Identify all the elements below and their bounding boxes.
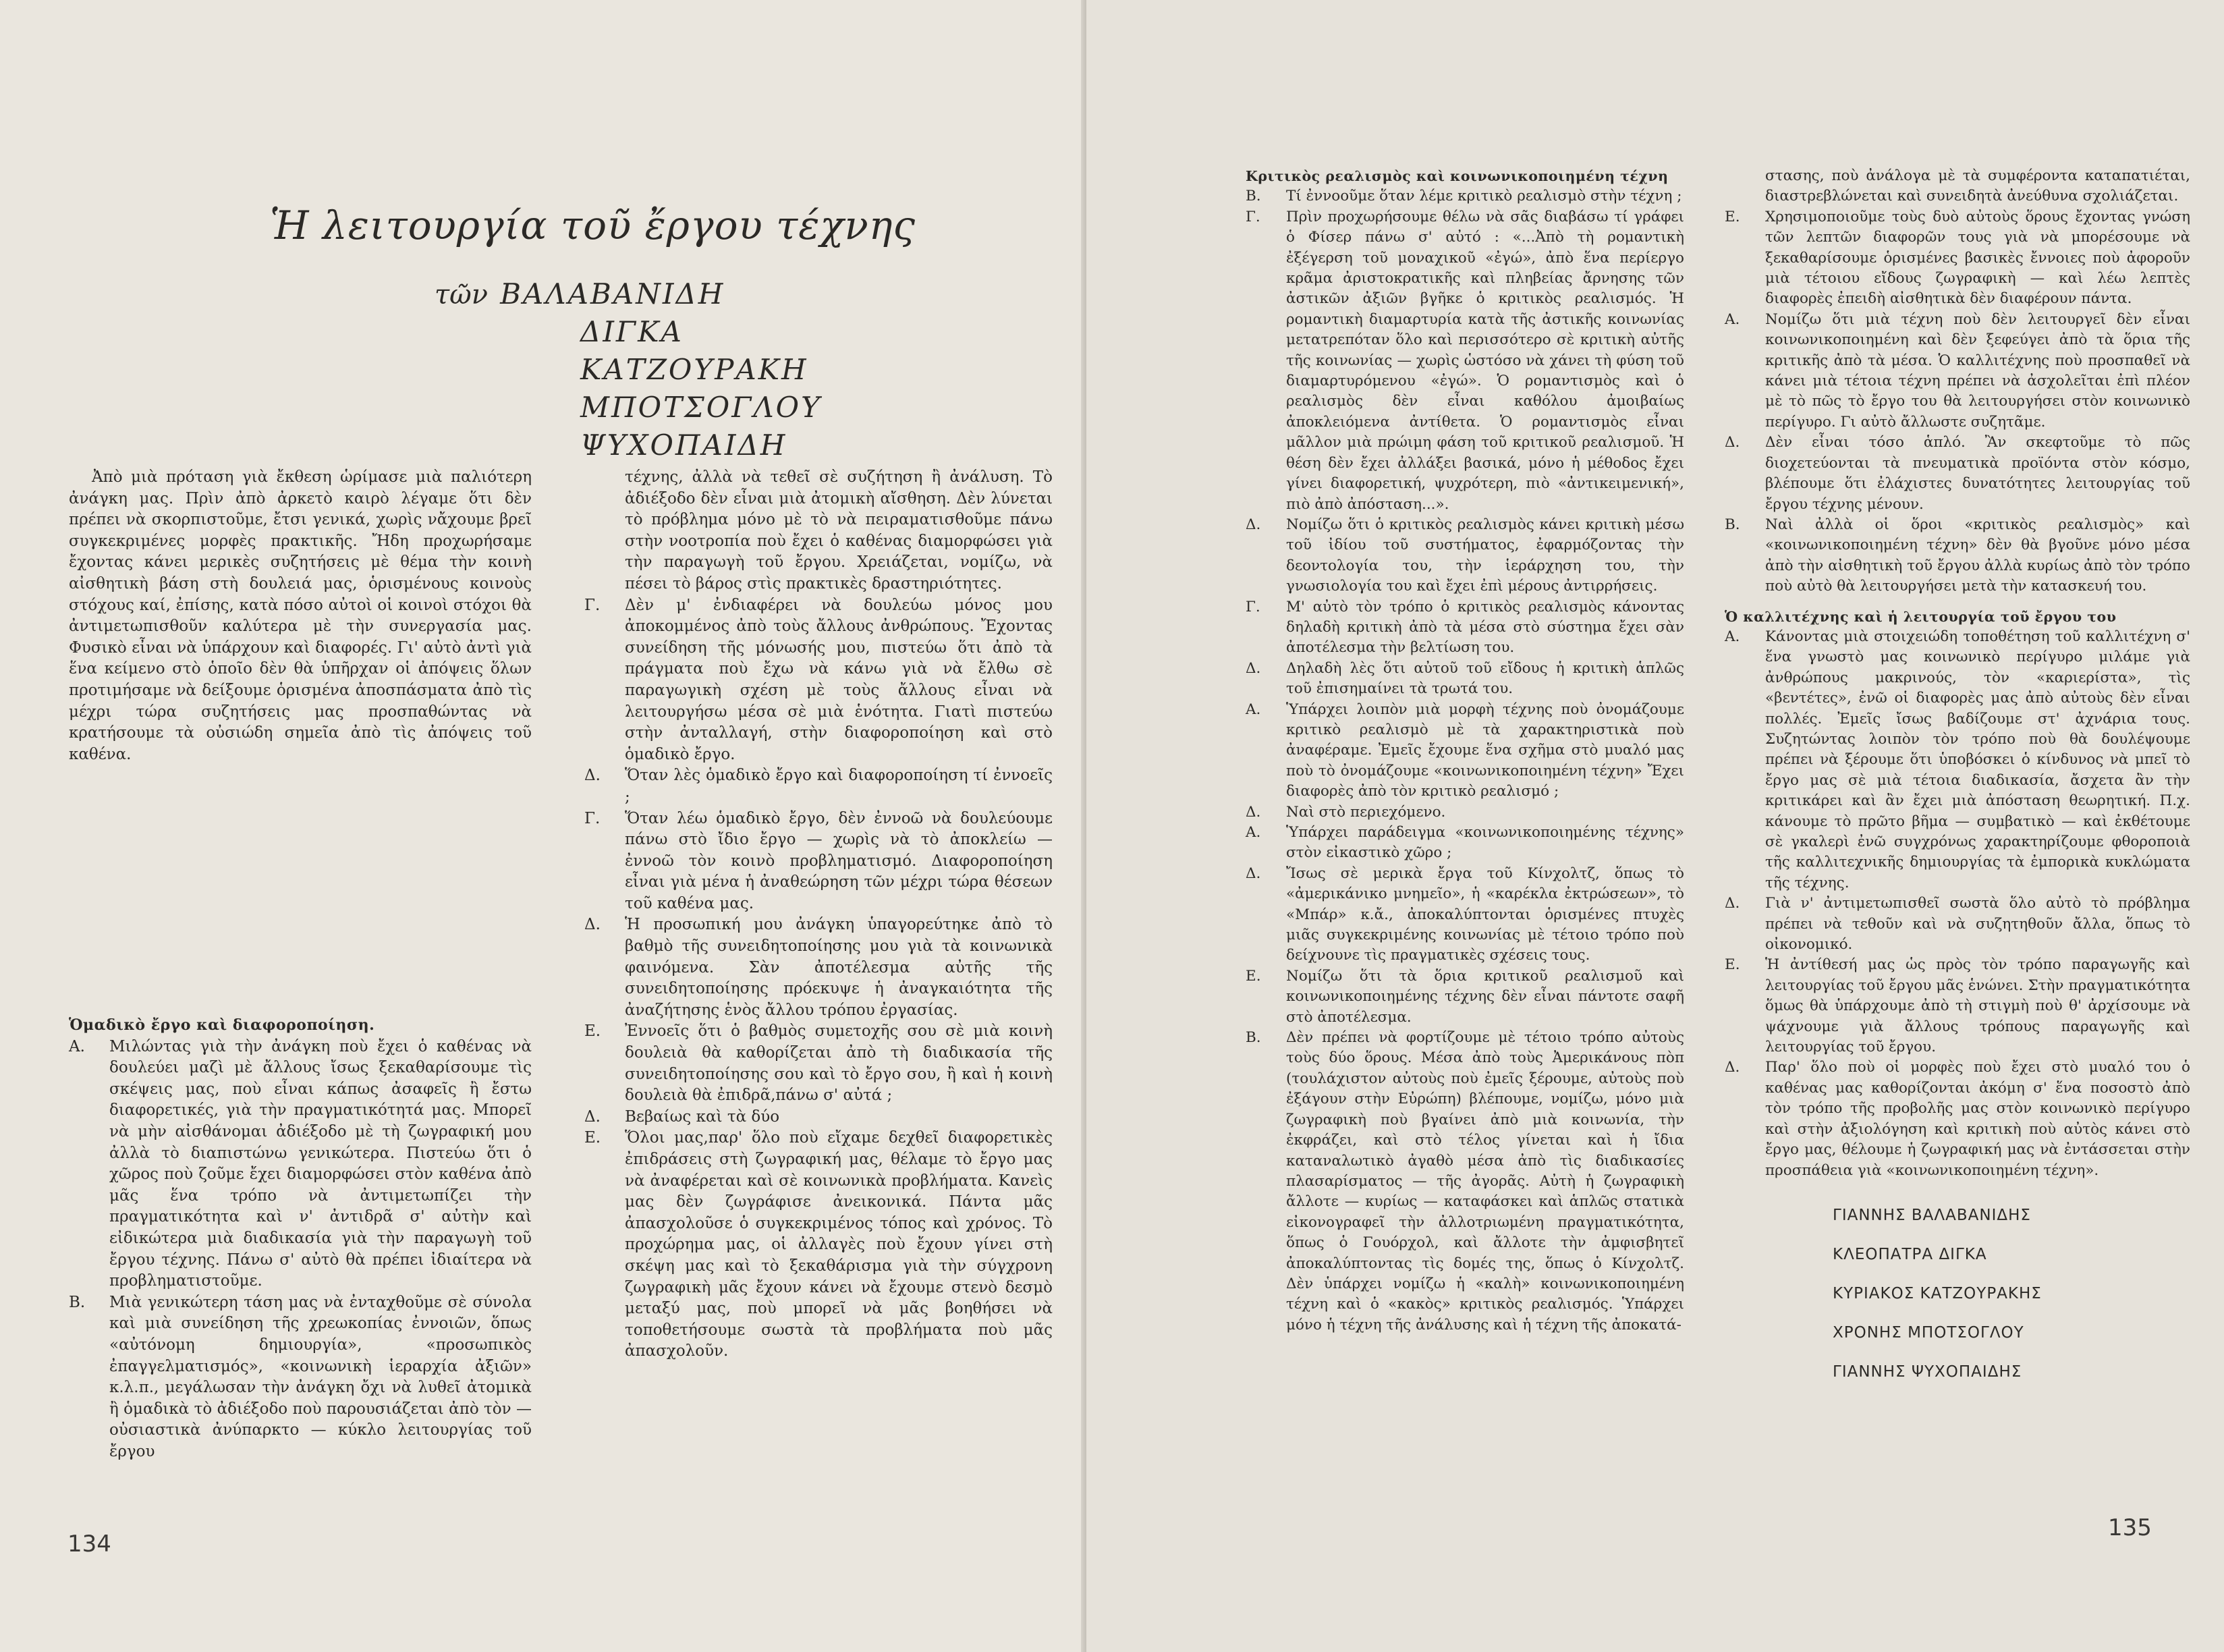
speaker-label: Δ. bbox=[584, 1107, 601, 1126]
speaker-label: Γ. bbox=[1246, 598, 1260, 615]
speaker-label: Α. bbox=[1246, 700, 1261, 718]
dialogue-text: Κάνοντας μιὰ στοιχειώδη τοποθέτηση τοῦ καλλιτέχνη σ' ἕνα γνωστὸ μας κοινωνικὸ περίγυρο μιλάμε γιὰ ἀνθρώπους μακρινούς, τὸν «καριερίστα», τὶς «βεντέτες», ἐνῶ οἱ διαφορὲς μας ἀπὸ αὐτοὺς δὲν εἶναι πολλές. Ἐμεῖς ἴσως βαδίζουμε στ' ἀχνάρια τους. Συζητώντας λοιπὸν τὸν τρόπο ποὺ θὰ δουλέψουμε πρέπει νὰ ξέρουμε ὅτι ὑποβόσκει ὁ κίνδυνος νὰ μπεῖ τὸ ἔργο μας σὲ μιὰ τέτοια διαδικασία, ἄσχετα ἂν τὴν κριτικάρει καὶ ἂν ἔχει μιὰ ἀπόσταση θεωρητική. Π.χ. κάνουμε τὸ πρῶτο βῆμα — συμβατικὸ — καὶ ἐκθέτουμε σὲ γκαλερὶ ἐνῶ συγχρόνως χαρακτηρίζουμε φθοροποιὰ τῆς καλλιτεχνικῆς δημιουργίας τὰ ἐμπορικὰ κυκλώματα τῆς τέχνης. bbox=[1765, 628, 2190, 891]
section-heading: Ὁμαδικὸ ἔργο καὶ διαφοροποίηση. bbox=[69, 1016, 375, 1034]
speaker-label: Γ. bbox=[1246, 208, 1260, 225]
dialogue-text: Μιὰ γενικώτερη τάση μας νὰ ἐνταχθοῦμε σὲ σύνολα καὶ μιὰ συνείδηση τῆς χρεωκοπίας ἐννοιῶν, ὅπως «αὐτόνομη δημιουργία», «προσωπικὸς ἐπαγγελματισμός», «κοινωνικὴ ἱεραρχία ἀξιῶν» κ.λ.π., μεγάλωσαν τὴν ἀνάγκη ὄχι νὰ λυθεῖ ἀτομικὰ ἢ ὁμαδικὰ τὸ ἀδιέξοδο ποὺ παρουσιάζεται ἀπὸ τὸν — οὐσιαστικὰ ἀνύπαρκτο — κύκλο λειτουργίας τοῦ ἔργου bbox=[109, 1293, 532, 1460]
author-name: ΨΥΧΟΠΑΙΔΗ bbox=[580, 429, 787, 462]
dialogue-entry bbox=[69, 1292, 532, 1463]
signature-name: ΧΡΟΝΗΣ ΜΠΟΤΣΟΓΛΟΥ bbox=[1833, 1323, 2024, 1342]
continued-paragraph: τέχνης, ἀλλὰ νὰ τεθεῖ σὲ συζήτηση ἢ ἀνάλυση. Τὸ ἀδιέξοδο δὲν εἶναι μιὰ ἀτομικὴ αἴσθηση. Δὲν λύνεται τὸ πρόβλημα μόνο μὲ τὸ νὰ πειραματισθοῦμε πάνω στὴν νοοτροπία ποὺ ἔχει ὁ καθένας διαμορφώσει γιὰ τὴν παραγωγὴ τοῦ ἔργου. Χρειάζεται, νομίζω, νὰ πέσει τὸ βάρος στὶς πρακτικὲς δραστηριότητες. bbox=[625, 468, 1053, 593]
dialogue-entry bbox=[584, 1021, 1053, 1106]
speaker-label: Ε. bbox=[584, 1022, 601, 1041]
dialogue-text: Μ' αὐτὸ τὸν τρόπο ὁ κριτικὸς ρεαλισμὸς κάνοντας δηλαδὴ κριτικὴ ἀπὸ τὰ μέσα στὸ σύστημα ἔχει σὰν ἀποτέλεσμα τὴν βελτίωση του. bbox=[1286, 598, 1684, 657]
column-1 bbox=[69, 1015, 532, 1462]
dialogue-text: Ἐννοεῖς ὅτι ὁ βαθμὸς συμετοχῆς σου σὲ μιὰ κοινὴ δουλειὰ θὰ καθορίζεται ἀπὸ τὴ διαδικασία τῆς συνειδητοποίησης σου καὶ τὸ ἔργο σου, ἢ καὶ ἡ κοινὴ δουλειὰ θὰ ἐπιδρᾶ,πάνω σ' αὐτά ; bbox=[625, 1022, 1053, 1105]
speaker-label: Α. bbox=[1725, 310, 1740, 328]
dialogue-entry bbox=[584, 595, 1053, 766]
dialogue-list bbox=[1246, 186, 1684, 1336]
author-name: ΒΑΛΑΒΑΝΙΔΗ bbox=[500, 277, 725, 310]
dialogue-text: Τί ἐννοοῦμε ὅταν λέμε κριτικὸ ρεαλισμὸ στὴν τέχνη ; bbox=[1286, 188, 1682, 205]
dialogue-entry bbox=[1246, 207, 1684, 515]
intro-paragraph-column bbox=[69, 467, 532, 765]
dialogue-text: Δὲν εἶναι τόσο ἁπλό. Ἂν σκεφτοῦμε τὸ πῶς διοχετεύονται τὰ πνευματικὰ προϊόντα στὸν κόσμο, βλέπουμε ὅτι ἐλάχιστες δυνατότητες λειτουργίας τοῦ ἔργου τέχνης μένουν. bbox=[1765, 434, 2190, 513]
speaker-label: Β. bbox=[69, 1293, 86, 1311]
dialogue-entry bbox=[1246, 823, 1684, 864]
dialogue-entry bbox=[1246, 802, 1684, 823]
authors-prefix: τῶν bbox=[435, 279, 489, 310]
section-heading: Κριτικὸς ρεαλισμὸς καὶ κοινωνικοποιημένη τέχνη bbox=[1246, 168, 1669, 184]
dialogue-entry bbox=[1725, 515, 2190, 597]
column-2 bbox=[584, 467, 1053, 1362]
speaker-label: Β. bbox=[1246, 188, 1261, 205]
dialogue-text: Ναὶ στὸ περιεχόμενο. bbox=[1286, 803, 1446, 821]
dialogue-text: Δὲν πρέπει νὰ φορτίζουμε μὲ τέτοιο τρόπο αὐτοὺς τοὺς δύο ὅρους. Μέσα ἀπὸ τοὺς Ἀμερικάνους πὸπ (τουλάχιστον αὐτοὺς ποὺ ἐμεῖς ξέρουμε, αὐτοὺς ποὺ ἐξάγουν στὴν Εὐρώπη) βλέπουμε, νομίζω, μόνο μιὰ ζωγραφικὴ ποὺ βγαίνει ἀπὸ μιὰ κοινωνία, τὴν ἐκφράζει, καὶ στὸ τέλος γίνεται καὶ ἡ ἴδια καταναλωτικὸ ἀγαθὸ μέσα ἀπὸ τὶς διαδικασίες πλασαρίσματος — τῆς ἀγορᾶς. Αὐτὴ ἡ ζωγραφικὴ ἄλλοτε — κυρίως — καταφάσκει καὶ ἁπλῶς στατικὰ εἰκονογραφεῖ τὴν ἀλλοτριωμένη πραγματικότητα, ὅπως ὁ Γουόρχολ, καὶ ἄλλοτε τὴν ἀμφισβητεῖ ἀποκαλύπτοντας τὶς δομές της, ὅπως ὁ Κίνχολτζ. Δὲν ὑπάρχει νομίζω ἡ «καλὴ» κοινωνικοποιημένη τέχνη καὶ ὁ «κακὸς» κριτικὸς ρεαλισμός. Ὑπάρχει μόνο ἡ τέχνη τῆς ἀνάλυσης καὶ ἡ τέχνη τῆς ἀποκατά- bbox=[1286, 1029, 1684, 1333]
dialogue-list bbox=[1725, 207, 2190, 597]
dialogue-entry bbox=[69, 1037, 532, 1292]
speaker-label: Δ. bbox=[1725, 895, 1740, 912]
dialogue-entry bbox=[1725, 310, 2190, 433]
dialogue-list bbox=[1725, 627, 2190, 1181]
speaker-label: Α. bbox=[1246, 824, 1261, 841]
dialogue-text: Νομίζω ὅτι τὰ ὅρια κριτικοῦ ρεαλισμοῦ καὶ κοινωνικοποιημένης τέχνης δὲν εἶναι πάντοτε σαφῆ στὸ ἀποτέλεσμα. bbox=[1286, 967, 1684, 1026]
dialogue-text: Ὅταν λέω ὁμαδικὸ ἔργο, δὲν ἐννοῶ νὰ δουλεύουμε πάνω στὸ ἴδιο ἔργο — χωρὶς νὰ τὸ ἀποκλείω — ἐννοῶ τὸν κοινὸ προβληματισμό. Διαφοροποίηση εἶναι γιὰ μένα ἡ ἀναθεώρηση τῶν μέχρι τώρα θέσεων τοῦ καθένα μας. bbox=[625, 809, 1053, 912]
dialogue-entry bbox=[1246, 864, 1684, 966]
left-page bbox=[0, 0, 1086, 1652]
dialogue-text: Πρὶν προχωρήσουμε θέλω νὰ σᾶς διαβάσω τί γράφει ὁ Φίσερ πάνω σ' αὐτό : «...Ἀπὸ τὴ ρομαντικὴ ἐξέγερση τοῦ μοναχικοῦ «ἐγώ», ἀπὸ ἕνα περίεργο κρᾶμα ἀριστοκρατικῆς καὶ πληβείας ἄρνησης τῶν ἀστικῶν ἀξιῶν βγῆκε ὁ κριτικὸς ρεαλισμός. Ἡ ρομαντικὴ διαμαρτυρία κατὰ τῆς ἀστικῆς κοινωνίας μετατρεπόταν ὅλο καὶ περισσότερο σὲ κριτικὴ αὐτῆς τῆς κοινωνίας — χωρὶς ὡστόσο νὰ χάνει τὴ φύση τοῦ διαμαρτυρόμενου «ἐγώ». Ὁ ρομαντισμὸς καὶ ὁ ρεαλισμὸς δὲν εἶναι καθόλου ἀμοιβαίως ἀποκλειόμενα ἀντίθετα. Ὁ ρομαντισμὸς εἶναι μᾶλλον μιὰ πρώιμη φάση τοῦ κριτικοῦ ρεαλισμοῦ. Ἡ θέση δὲν ἔχει ἀλλάξει βασικά, μόνο ἡ μέθοδος ἔχει γίνει διαφορετική, ψυχρότερη, πιὸ «ἀντικειμενική», πιὸ ἀπὸ ἀπόσταση...». bbox=[1286, 208, 1684, 513]
dialogue-text: Δηλαδὴ λὲς ὅτι αὐτοῦ τοῦ εἴδους ἡ κριτικὴ ἁπλῶς τοῦ ἐπισημαίνει τὰ τρωτά του. bbox=[1286, 659, 1684, 698]
dialogue-list bbox=[584, 595, 1053, 1362]
dialogue-entry bbox=[1246, 700, 1684, 802]
dialogue-entry bbox=[1246, 597, 1684, 659]
dialogue-text: Χρησιμοποιοῦμε τοὺς δυὸ αὐτοὺς ὅρους ἔχοντας γνώση τῶν λεπτῶν διαφορῶν τους γιὰ νὰ μπορέσουμε νὰ ξεκαθαρίσουμε ὁρισμένες βασικὲς ἔννοιες ποὺ ἀφοροῦν μιὰ τέτοιου εἴδους ζωγραφικὴ — καὶ λέω λεπτὲς διαφορὲς ἐπειδὴ αἰσθητικὰ δὲν διαφέρουν πάντα. bbox=[1765, 208, 2190, 308]
speaker-label: Δ. bbox=[1246, 803, 1261, 821]
dialogue-text: Μιλώντας γιὰ τὴν ἀνάγκη ποὺ ἔχει ὁ καθένας νὰ δουλεύει μαζὶ μὲ ἄλλους ἴσως ξεκαθαρίσουμε τὶς σκέψεις μας, ποὺ εἶναι κάπως ἀσαφεῖς ἢ ἔστω διαφορετικές, γιὰ τὴν πραγματικότητά μας. Μπορεῖ νὰ μὴν αἰσθάνομαι ἀδιέξοδο μὲ τὴ ζωγραφική μου ἀλλὰ τὸ διαπιστώνω γενικώτερα. Πιστεύω ὅτι ὁ χῶρος ποὺ ζοῦμε ἔχει διαμορφώσει στὸν καθένα ἀπὸ μᾶς ἕνα τρόπο νὰ ἀντιμετωπίζει τὴν πραγματικότητα καὶ ν' ἀντιδρᾶ σ' αὐτὴν καὶ εἰδικώτερα μιὰ διαδικασία γιὰ τὴν παραγωγὴ τοῦ ἔργου τέχνης. Πάνω σ' αὐτὸ θὰ πρέπει ἰδιαίτερα νὰ προβληματιστοῦμε. bbox=[109, 1037, 532, 1290]
dialogue-text: Γιὰ ν' ἀντιμετωπισθεῖ σωστὰ ὅλο αὐτὸ τὸ πρόβλημα πρέπει νὰ τεθοῦν καὶ νὰ συζητηθοῦν ἄλλα, ὅπως τὸ οἰκονομικό. bbox=[1765, 895, 2190, 954]
author-name: ΚΑΤΖΟΥΡΑΚΗ bbox=[580, 353, 808, 386]
dialogue-text: Ὑπάρχει λοιπὸν μιὰ μορφὴ τέχνης ποὺ ὀνομάζουμε κριτικὸ ρεαλισμὸ μὲ τὰ χαρακτηριστικὰ ποὺ ἀναφέραμε. Ἐμεῖς ἔχουμε ἕνα σχῆμα στὸ μυαλό μας ποὺ τὸ ὀνομάζουμε «κοινωνικοποιημένη τέχνη» Ἔχει διαφορὲς ἀπὸ τὸν κριτικὸ ρεαλισμό ; bbox=[1286, 700, 1684, 800]
dialogue-entry bbox=[584, 765, 1053, 808]
dialogue-text: Ὅταν λὲς ὁμαδικὸ ἔργο καὶ διαφοροποίηση τί ἐννοεῖς ; bbox=[625, 767, 1053, 806]
dialogue-entry bbox=[1246, 966, 1684, 1028]
speaker-label: Ε. bbox=[1725, 208, 1740, 225]
dialogue-entry bbox=[1725, 207, 2190, 310]
dialogue-text: Ἴσως σὲ μερικὰ ἔργα τοῦ Κίνχολτζ, ὅπως τὸ «ἀμερικάνικο μνημεῖο», ἡ «καρέκλα ἐκτρώσεων», τὸ «Μπάρ» κ.ἄ., ἀποκαλύπτονται ὁρισμένες πτυχὲς μιᾶς συγκεκριμένης κοινωνίας μὲ τέτοιο τρόπο ποὺ δείχνουνε τὶς πραγματικὲς σχέσεις τους. bbox=[1286, 864, 1684, 964]
speaker-label: Γ. bbox=[584, 809, 601, 827]
speaker-label: Δ. bbox=[1725, 1059, 1740, 1076]
dialogue-entry bbox=[584, 914, 1053, 1021]
dialogue-entry bbox=[1725, 433, 2190, 515]
column-3 bbox=[1246, 166, 1684, 1336]
dialogue-text: Ὑπάρχει παράδειγμα «κοινωνικοποιημένης τέχνης» στὸν εἰκαστικὸ χῶρο ; bbox=[1286, 824, 1684, 862]
speaker-label: Β. bbox=[1246, 1029, 1261, 1047]
dialogue-text: Δὲν μ' ἐνδιαφέρει νὰ δουλεύω μόνος μου ἀποκομμένος ἀπὸ τοὺς ἄλλους ἀνθρώπους. Ἔχοντας συνείδηση τῆς μόνωσής μου, πιστεύω ὅτι ἀπὸ τὰ πράγματα ποὺ ἔχω νὰ κάνω γιὰ νὰ ἔλθω σὲ παραγωγικὴ σχέση μὲ τοὺς ἄλλους εἶναι νὰ λειτουργήσω μέσα σὲ μιὰ ἑνότητα. Γιατὶ πιστεύω στὴν ἀνταλλαγή, στὴν διαφοροποίηση καὶ στὸ ὁμαδικὸ ἔργο. bbox=[625, 596, 1053, 763]
signature-name: ΓΙΑΝΝΗΣ ΨΥΧΟΠΑΙΔΗΣ bbox=[1833, 1362, 2022, 1381]
dialogue-entry bbox=[1246, 659, 1684, 700]
author-name: ΔΙΓΚΑ bbox=[580, 315, 684, 348]
speaker-label: Α. bbox=[1725, 628, 1740, 645]
dialogue-text: Παρ' ὅλο ποὺ οἱ μορφὲς ποὺ ἔχει στὸ μυαλό του ὁ καθένας μας καθορίζονται ἀκόμη σ' ἕνα ποσοστὸ ἀπὸ τὸν τρόπο τῆς προβολῆς μας στὸν κοινωνικὸ περίγυρο καὶ στὴν ἀξιολόγηση καὶ κριτικὴ ποὺ αὐτὸς κάνει στὸ ἔργο μας, θέλουμε ἡ ζωγραφική μας νὰ ἐντάσσεται στὴν προσπάθεια γιὰ «κοινωνικοποιημένη τέχνη». bbox=[1765, 1059, 2190, 1179]
page-number: 135 bbox=[2108, 1514, 2152, 1541]
signature-name: ΚΛΕΟΠΑΤΡΑ ΔΙΓΚΑ bbox=[1833, 1245, 1987, 1263]
dialogue-entry bbox=[1725, 955, 2190, 1057]
dialogue-entry bbox=[1725, 893, 2190, 955]
section-heading: Ὁ καλλιτέχνης καὶ ἡ λειτουργία τοῦ ἔργου του bbox=[1725, 608, 2117, 625]
dialogue-text: Ὅλοι μας,παρ' ὅλο ποὺ εἴχαμε δεχθεῖ διαφορετικὲς ἐπιδράσεις στὴ ζωγραφική μας, θέλαμε τὸ ἔργο μας νὰ ἀναφέρεται καὶ σὲ κοινωνικὰ προβλήματα. Κανεὶς μας δὲν ζωγράφισε ἀνεικονικά. Πάντα μᾶς ἀπασχολοῦσε ὁ συγκεκριμένος τόπος καὶ χρόνος. Τὸ προχώρημα μας, οἱ ἀλλαγὲς ποὺ ἔχουν γίνει στὴ σκέψη μας καὶ τὸ ξεκαθάρισμα γιὰ τὴν σύγχρονη ζωγραφικὴ μᾶς ἔχουν κάνει νὰ ἔχουμε στενὸ δεσμὸ μεταξύ μας, ποὺ μπορεῖ νὰ μᾶς βοηθήσει νὰ τοποθετήσουμε σωστὰ τὰ προβλήματα ποὺ μᾶς ἀπασχολοῦν. bbox=[625, 1129, 1053, 1360]
dialogue-text: Ἡ προσωπική μου ἀνάγκη ὑπαγορεύτηκε ἀπὸ τὸ βαθμὸ τῆς συνειδητοποίησης μου γιὰ τὰ κοινωνικὰ φαινόμενα. Σὰν ἀποτέλεσμα αὐτῆς τῆς συνειδητοποίησης πρόεκυψε ἡ ἀναγκαιότητα τῆς ἀναζήτησης ἑνὸς ἄλλου τρόπου ἐργασίας. bbox=[625, 916, 1053, 1019]
signatures bbox=[1833, 1196, 2190, 1392]
dialogue-entry bbox=[1246, 186, 1684, 206]
column-4 bbox=[1725, 166, 2190, 1392]
speaker-label: Δ. bbox=[584, 916, 601, 934]
dialogue-text: Νομίζω ὅτι ὁ κριτικὸς ρεαλισμὸς κάνει κριτικὴ μέσω τοῦ ἰδίου τοῦ συστήματος, ἐφαρμόζοντας τὴν δεοντολογία του, τὴν ἱεράρχηση του, τὴν γνωσιολογία του καὶ ἔχει ἐπὶ μέρους ἀντιρρήσεις. bbox=[1286, 516, 1684, 595]
speaker-label: Ε. bbox=[1246, 967, 1261, 985]
intro-paragraph: Ἀπὸ μιὰ πρόταση γιὰ ἔκθεση ὡρίμασε μιὰ παλιότερη ἀνάγκη μας. Πρὶν ἀπὸ ἀρκετὸ καιρὸ λέγαμε ὅτι δὲν πρέπει νὰ σκορπιστοῦμε, ἔτσι γενικά, χωρὶς νἄχουμε βρεῖ συγκεκριμένες μορφὲς πρακτικῆς. Ἤδη προχωρήσαμε ἔχοντας κάνει μερικὲς συζητήσεις μὲ θέμα τὴν κοινὴ αἰσθητικὴ βάση στὴ δουλειά μας, ὁρισμένους κοινοὺς στόχους καί, ἐπίσης, κατὰ πόσο αὐτοὶ οἱ κοινοὶ στόχοι θὰ ἀντιμετωπισθοῦν καλύτερα μὲ τὴν συνεργασία μας. Φυσικὸ εἶναι νὰ ὑπάρχουν καὶ διαφορές. Γι' αὐτὸ ἀντὶ γιὰ ἕνα κείμενο στὸ ὁποῖο δὲν θὰ ὑπῆρχαν οἱ ἀπόψεις ὅλων προτιμήσαμε νὰ δείξουμε ὁρισμένα ἀποσπάσματα ἀπὸ τὶς μέχρι τώρα συζητήσεις μας προσπαθώντας νὰ κρατήσουμε τὰ οὐσιώδη σημεῖα ἀπὸ τὶς ἀπόψεις τοῦ καθένα. bbox=[69, 468, 532, 763]
dialogue-text: Βεβαίως καὶ τὰ δύο bbox=[625, 1107, 780, 1126]
speaker-label: Β. bbox=[1725, 516, 1740, 533]
speaker-label: Δ. bbox=[1246, 864, 1261, 882]
dialogue-entry bbox=[1725, 627, 2190, 893]
signature-name: ΓΙΑΝΝΗΣ ΒΑΛΑΒΑΝΙΔΗΣ bbox=[1833, 1206, 2031, 1224]
speaker-label: Δ. bbox=[1246, 516, 1261, 533]
dialogue-entry bbox=[584, 1128, 1053, 1362]
speaker-label: Ε. bbox=[584, 1129, 601, 1147]
dialogue-entry bbox=[1246, 1028, 1684, 1336]
dialogue-text: Ἡ ἀντίθεσή μας ὡς πρὸς τὸν τρόπο παραγωγῆς καὶ λειτουργίας τοῦ ἔργου μᾶς ἑνώνει. Στὴν πραγματικότητα ὅμως θὰ ὑπάρχουμε ἀπὸ τὴ στιγμὴ ποὺ θ' ἀρχίσουμε νὰ ψάχνουμε γιὰ ἄλλους τρόπους παραγωγῆς καὶ λειτουργίας τοῦ ἔργου. bbox=[1765, 956, 2190, 1056]
authors-block bbox=[435, 275, 945, 464]
signature-name: ΚΥΡΙΑΚΟΣ ΚΑΤΖΟΥΡΑΚΗΣ bbox=[1833, 1284, 2042, 1302]
title-block bbox=[270, 202, 945, 464]
author-name: ΜΠΟΤΣΟΓΛΟΥ bbox=[580, 391, 822, 424]
dialogue-text: Ναὶ ἀλλὰ οἱ ὅροι «κριτικὸς ρεαλισμὸς» καὶ «κοινωνικοποιημένη τέχνη» δὲν θὰ βγοῦνε μόνο μέσα ἀπὸ τὴν αἰσθητικὴ τοῦ ἔργου ἀλλὰ κυρίως ἀπὸ τὸν τρόπο ποὺ αὐτὸ θὰ λειτουργήσει μετὰ τὴν κατασκευή του. bbox=[1765, 516, 2190, 595]
speaker-label: Δ. bbox=[1246, 659, 1261, 677]
dialogue-entry bbox=[1725, 1057, 2190, 1180]
speaker-label: Δ. bbox=[1725, 434, 1740, 451]
dialogue-entry bbox=[1246, 515, 1684, 597]
speaker-label: Δ. bbox=[584, 767, 601, 785]
dialogue-entry bbox=[584, 1107, 1053, 1128]
dialogue-text: Νομίζω ὅτι μιὰ τέχνη ποὺ δὲν λειτουργεῖ δὲν εἶναι κοινωνικοποιημένη καὶ δὲν ξεφεύγει ἀπὸ τὰ ὅρια τῆς κριτικῆς ἀπὸ τὰ μέσα. Ὁ καλλιτέχνης ποὺ προσπαθεῖ νὰ κάνει μιὰ τέτοια τέχνη πρέπει νὰ ἀσχολεῖται ἐπὶ πλέον μὲ τὸ πῶς τὸ ἔργο του θὰ λειτουργήσει στὸν κοινωνικὸ περίγυρο. Γι αὐτὸ ἄλλωστε συζητᾶμε. bbox=[1765, 310, 2190, 431]
continued-paragraph: στασης, ποὺ ἀνάλογα μὲ τὰ συμφέροντα καταπατιέται, διαστρεβλώνεται καὶ συνειδητὰ ἀνεύθυνα σχολιάζεται. bbox=[1765, 167, 2190, 205]
dialogue-entry bbox=[584, 808, 1053, 915]
speaker-label: Γ. bbox=[584, 596, 601, 614]
article-title: Ἡ λειτουργία τοῦ ἔργου τέχνης bbox=[270, 202, 916, 248]
right-page bbox=[1086, 0, 2224, 1652]
speaker-label: Ε. bbox=[1725, 956, 1740, 974]
dialogue-list bbox=[69, 1037, 532, 1463]
speaker-label: Α. bbox=[69, 1037, 85, 1055]
page-number: 134 bbox=[67, 1531, 111, 1558]
